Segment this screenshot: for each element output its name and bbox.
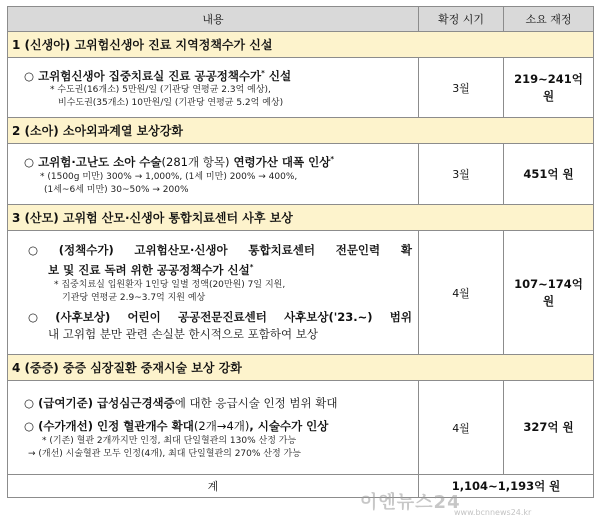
section-3-line1 xyxy=(14,242,412,259)
footnote-star: * xyxy=(261,68,265,77)
section-3-l1-w4: 확 xyxy=(400,243,412,258)
watermark-logo: 이엔뉴스24 xyxy=(360,492,461,513)
section-4-cost: 327억 원 xyxy=(504,381,594,475)
section-4-l2-tail: , 시술수가 인상 xyxy=(249,418,329,433)
section-2-row xyxy=(8,118,594,144)
section-3-l3-w3: 사후보상('23.~) xyxy=(284,309,373,324)
footnote-star: * xyxy=(249,263,254,272)
section-2-main xyxy=(14,151,412,171)
section-3-l3-w2: 공공전문진료센터 xyxy=(177,309,267,324)
section-2-timing: 3월 xyxy=(419,144,504,205)
section-3-cost-unit: 원 xyxy=(542,293,555,308)
section-1-cost xyxy=(504,58,594,118)
section-1-sub1: * 수도권(16개소) 5만원/일 (기관당 연평균 2.3억 예상), xyxy=(50,85,271,96)
section-3-l3-w4: 범위 xyxy=(389,309,412,324)
section-2-title: 2 (소아) 소아외과계열 보상강화 xyxy=(8,118,594,144)
section-3-title: 3 (산모) 고위험 산모·신생아 통합치료센터 사후 보상 xyxy=(8,205,594,231)
section-3-l1-w1: 고위험산모·신생아 xyxy=(134,243,228,258)
section-4-body xyxy=(8,381,594,475)
header-row xyxy=(8,7,594,32)
section-2-sub1: * (1500g 미만) 300% → 1,000%, (1세 미만) 200% → 400%, xyxy=(40,171,298,182)
section-1-row xyxy=(8,32,594,58)
section-2-main-tail: 연령가산 대폭 인상 xyxy=(229,154,331,169)
section-3-sub2: 기관당 연평균 2.9~3.7억 지원 예상 xyxy=(62,292,206,303)
section-1-body xyxy=(8,58,594,118)
section-3-l1-w2: 통합치료센터 xyxy=(248,243,316,258)
section-4-l2-count: (2개→4개) xyxy=(193,418,250,433)
section-4-content xyxy=(8,381,419,475)
section-2-sub2: (1세~6세 미만) 30~50% → 200% xyxy=(44,184,189,195)
section-4-line2 xyxy=(14,418,412,435)
section-3-line3 xyxy=(14,309,412,326)
bullet-icon: ○ xyxy=(24,395,35,410)
section-4-l2-text: (수가개선) 인정 혈관개수 확대 xyxy=(38,418,194,433)
total-row xyxy=(8,475,594,498)
section-3-l3-w1: 어린이 xyxy=(127,309,161,324)
section-1-content xyxy=(8,58,419,118)
watermark-url: www.bcnnews24.kr xyxy=(454,508,532,517)
section-3-line2 xyxy=(14,259,412,279)
total-cost: 1,104~1,193억 원 xyxy=(419,475,594,498)
bullet-icon: ○ xyxy=(24,154,35,169)
section-3-l2-text: 보 및 진료 독려 위한 공공정책수가 신설 xyxy=(48,262,250,277)
section-3-l1-w3: 전문인력 xyxy=(335,243,381,258)
section-3-body xyxy=(8,231,594,355)
header-content: 내용 xyxy=(8,7,419,32)
section-4-title: 4 (중증) 중증 심장질환 중재시술 보상 강화 xyxy=(8,355,594,381)
section-1-title: 1 (신생아) 고위험신생아 진료 지역정책수가 신설 xyxy=(8,32,594,58)
header-cost: 소요 재정 xyxy=(504,7,594,32)
section-2-body xyxy=(8,144,594,205)
section-4-sub1: * (기존) 혈관 2개까지만 인정, 최대 단일혈관의 130% 산정 가능 xyxy=(42,435,297,446)
section-4-sub2: → (개선) 시술혈관 모두 인정(4개), 최대 단일혈관의 270% 산정 가능 xyxy=(28,448,301,459)
section-3-timing: 4월 xyxy=(419,231,504,355)
footnote-star: * xyxy=(330,155,334,164)
section-1-main xyxy=(14,65,412,85)
policy-table xyxy=(7,6,594,498)
section-4-l1-normal: 에 대한 응급시술 인정 범위 확대 xyxy=(174,395,338,410)
section-1-main-text: 고위험신생아 집중치료실 진료 공공정책수가 xyxy=(38,68,262,83)
section-3-sub1: * 집중치료실 입원환자 1인당 일별 정액(20만원) 7일 지원, xyxy=(54,279,286,290)
section-3-content xyxy=(8,231,419,355)
section-2-main-text: 고위험·고난도 소아 수술 xyxy=(38,154,162,169)
section-2-cost: 451억 원 xyxy=(504,144,594,205)
section-1-timing: 3월 xyxy=(419,58,504,118)
section-4-row xyxy=(8,355,594,381)
section-2-main-count: (281개 항목) xyxy=(161,154,230,169)
bullet-icon: ○ xyxy=(28,309,39,324)
section-1-cost-amount: 219~241억 xyxy=(514,71,583,86)
bullet-icon: ○ xyxy=(24,68,35,83)
section-3-l3-w0: (사후보상) xyxy=(55,309,111,324)
section-4-l1-bold: (급여기준) 급성심근경색증 xyxy=(38,395,175,410)
header-timing: 확정 시기 xyxy=(419,7,504,32)
section-2-content xyxy=(8,144,419,205)
section-1-sub2: 비수도권(35개소) 10만원/일 (기관당 연평균 5.2억 예상) xyxy=(58,98,284,109)
section-1-main-tail: 신설 xyxy=(264,68,292,83)
section-3-cost-amount: 107~174억 xyxy=(514,276,583,291)
bullet-icon: ○ xyxy=(28,243,39,258)
total-label: 계 xyxy=(8,475,419,498)
section-4-line1 xyxy=(14,395,412,412)
section-3-row xyxy=(8,205,594,231)
bullet-icon: ○ xyxy=(24,418,35,433)
section-3-cost xyxy=(504,231,594,355)
section-1-cost-unit: 원 xyxy=(542,88,555,103)
section-4-timing: 4월 xyxy=(419,381,504,475)
section-3-l1-w0: (정책수가) xyxy=(58,243,114,258)
section-3-line4: 내 고위험 분만 관련 손실분 한시적으로 포함하여 보상 xyxy=(48,326,318,341)
